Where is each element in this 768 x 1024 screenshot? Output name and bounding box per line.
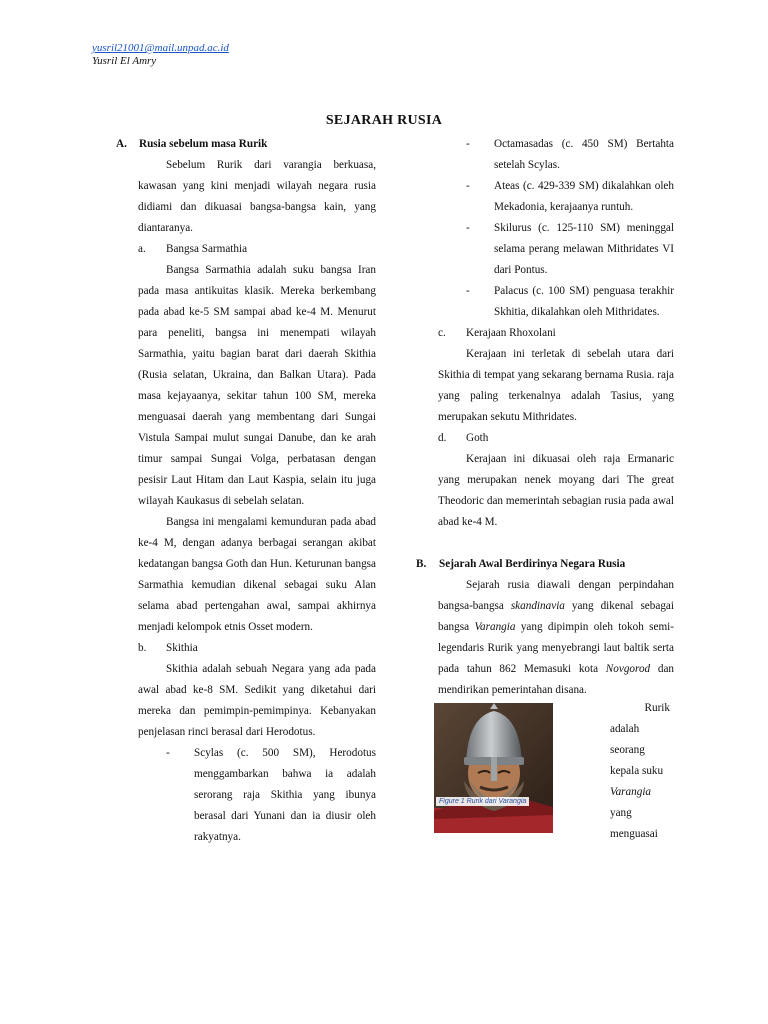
right-column	[416, 134, 675, 840]
side-text-line: Rurik	[644, 702, 670, 714]
list-item	[166, 743, 376, 848]
list-item	[466, 134, 674, 176]
list-item-marker: -	[466, 222, 470, 234]
intro-paragraph: Sebelum Rurik dari varangia berkuasa, kawasan yang kini menjadi wilayah negara rusia didiami dan dikuasai bangsa-bangsa kain, yang diantaranya.	[138, 159, 376, 234]
list-item-marker: -	[166, 747, 170, 759]
section-b-paragraph	[438, 575, 674, 701]
left-column	[116, 134, 376, 848]
section-a-title: Rusia sebelum masa Rurik	[139, 138, 268, 150]
side-text-line: seorang	[610, 744, 645, 756]
list-item-marker: -	[466, 180, 470, 192]
list-item-marker: -	[466, 285, 470, 297]
list-item	[466, 176, 674, 218]
subsection-d-title: Goth	[466, 432, 489, 444]
side-text-line: adalah	[610, 723, 640, 735]
spacer	[416, 533, 674, 554]
subsection-b-letter: b.	[138, 642, 147, 654]
list-item-text: Ateas (c. 429-339 SM) dikalahkan oleh Mekadonia, kerajaanya runtuh.	[494, 180, 674, 213]
list-item	[466, 281, 674, 323]
rhoxolani-paragraph: Kerajaan ini terletak di sebelah utara dari Skithia di tempat yang sekarang bernama Rusia. raja yang paling terkenalnya adalah Tasius, yang merupakan sekutu Mithridates.	[438, 348, 674, 423]
figure-side-text	[610, 698, 680, 845]
list-item	[466, 218, 674, 281]
rurik-portrait-illustration	[434, 703, 553, 833]
list-item-text: Scylas (c. 500 SM), Herodotus menggambarkan bahwa ia adalah serorang raja Skithia yang ibunya berasal dari Yunani dan ia diusir oleh rakyatnya.	[194, 747, 376, 843]
list-item-text: Octamasadas (c. 450 SM) Bertahta setelah Scylas.	[494, 138, 674, 171]
side-text-line: menguasai	[610, 828, 658, 840]
rurik-portrait-image	[434, 703, 553, 833]
text-run: yang dikenal sebagai bangsa	[438, 600, 674, 633]
subsection-a-title: Bangsa Sarmathia	[166, 243, 248, 255]
figure-row	[434, 701, 674, 840]
skithia-paragraph: Skithia adalah sebuah Negara yang ada pada awal abad ke-8 SM. Sedikit yang diketahui dari mereka dan pemimpin-pemimpinya. Kebanyakan penjelasan rinci berasal dari Herodotus.	[138, 663, 376, 738]
section-b-heading	[416, 554, 674, 575]
italic-term-novgorod: Novgorod	[605, 663, 651, 675]
list-item-text: Palacus (c. 100 SM) penguasa terakhir Skhitia, dikalahkan oleh Mithridates.	[494, 285, 674, 318]
sarmathia-paragraph-2: Bangsa ini mengalami kemunduran pada abad ke-4 M, dengan adanya berbagai serangan akibat kedatangan bangsa Goth dan Hun. Keturunan bangsa Sarmathia kemudian dikenal sebagai suku Alan selama abad pertengahan awal, sampai akhirnya menjadi kelompok etnis Osset modern.	[138, 516, 376, 633]
author-email-link[interactable]: yusril21001@mail.unpad.ac.id	[92, 42, 229, 54]
subsection-a-heading	[138, 239, 376, 260]
italic-term-skandinavia: skandinavia	[510, 600, 565, 612]
goth-paragraph: Kerajaan ini dikuasai oleh raja Ermanaric yang merupakan nenek moyang dari The great Theodoric dan memerintah sebagian rusia pada awal abad ke-4 M.	[438, 453, 674, 528]
subsection-a-letter: a.	[138, 243, 146, 255]
subsection-d-heading	[438, 428, 674, 449]
list-item-marker: -	[466, 138, 470, 150]
section-a-letter: A.	[116, 138, 127, 150]
subsection-c-letter: c.	[438, 327, 446, 339]
figure-caption: Figure 1 Rurik dari Varangia	[436, 797, 529, 806]
document-title: SEJARAH RUSIA	[325, 113, 443, 128]
subsection-b-heading	[138, 638, 376, 659]
subsection-b-title: Skithia	[166, 642, 198, 654]
subsection-c-title: Kerajaan Rhoxolani	[466, 327, 556, 339]
sarmathia-paragraph-1: Bangsa Sarmathia adalah suku bangsa Iran pada masa antikuitas klasik. Mereka berkembang pada abad ke-5 SM sampai abad ke-4 M. Menurut para peneliti, bangsa ini menempati wilayah Sarmathia, yaitu bagian barat dari daerah Skithia (Rusia selatan, Ukraina, dan Balkan Utara). Pada masa kejayaanya, sekitar tahun 100 SM, mereka menguasai daerah yang membentang dari Sungai Vistula Sampai mulut sungai Danube, dan ke arah timur sampai Sungai Volga, perbatasan dengan pesisir Laut Hitam dan Laut Kaspia, selain itu juga wilayah Kaukasus di sebelah selatan.	[138, 264, 376, 507]
section-a-heading	[116, 134, 376, 155]
subsection-c-heading	[438, 323, 674, 344]
section-b-title: Sejarah Awal Berdirinya Negara Rusia	[439, 558, 626, 570]
list-item-text: Skilurus (c. 125-110 SM) meninggal selama perang melawan Mithridates VI dari Pontus.	[494, 222, 674, 276]
section-b-letter: B.	[416, 558, 427, 570]
text-run: Sejarah rusia diawali dengan perpindahan bangsa-bangsa	[438, 579, 674, 612]
text-run: dan mendirikan pemerintahan disana.	[438, 663, 675, 696]
side-text-line: kepala suku	[610, 765, 664, 777]
author-name: Yusril El Amry	[92, 55, 157, 67]
side-text-line: Varangia	[610, 786, 652, 798]
side-text-line: yang	[610, 807, 632, 819]
italic-term-varangia: Varangia	[474, 621, 516, 633]
text-run: yang dipimpin oleh tokoh semi-legendaris Rurik yang menyebrangi laut baltik serta pada tahun 862 Memasuki kota	[438, 621, 675, 675]
subsection-d-letter: d.	[438, 432, 447, 444]
